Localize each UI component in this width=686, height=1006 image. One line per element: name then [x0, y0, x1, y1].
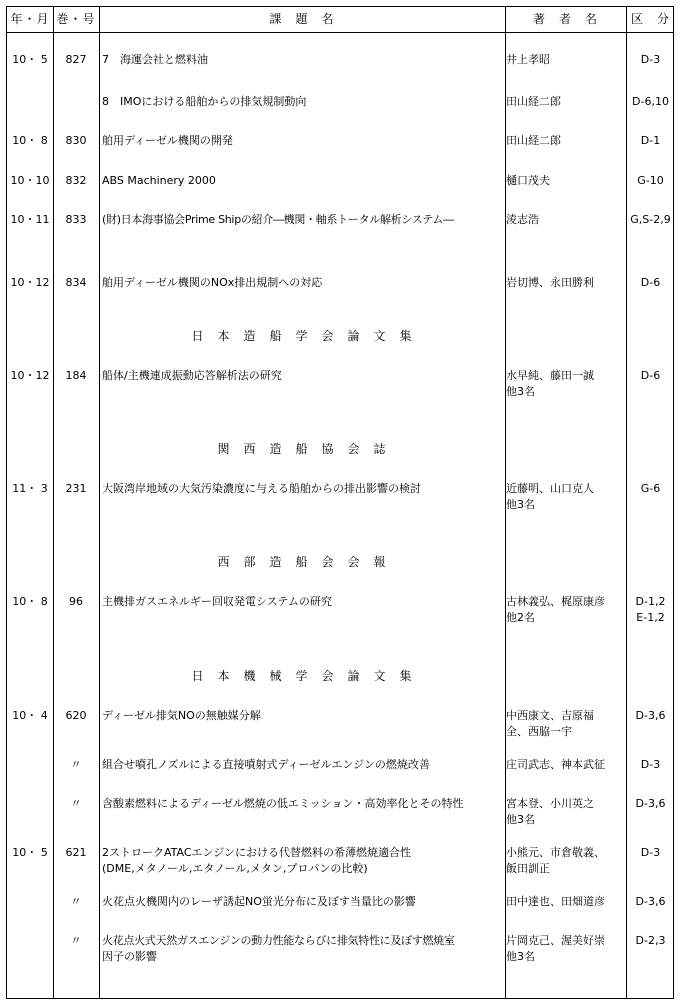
row-division-cont: E-1,2	[636, 611, 665, 624]
row-volume: 231	[65, 482, 87, 495]
section-heading: 関 西 造 船 協 会 誌	[217, 442, 387, 456]
row-title: 舶用ディーゼル機関のNOx排出規制への対応	[102, 276, 323, 289]
row-title: 船体/主機連成振動応答解析法の研究	[102, 369, 282, 382]
section-heading: 日 本 機 械 学 会 論 文 集	[191, 669, 413, 683]
row-division: D-6,10	[632, 95, 669, 108]
row-volume: 621	[65, 846, 87, 859]
header-divider	[7, 32, 673, 33]
header-date: 年・月	[10, 12, 50, 26]
row-division: D-1,2	[635, 595, 666, 608]
row-title: 火花点火式天然ガスエンジンの動力性能ならびに排気特性に及ぼす燃焼室	[102, 934, 455, 947]
row-author-cont: 他2名	[506, 611, 535, 624]
row-author-cont: 他3名	[506, 385, 535, 398]
row-date: 10・12	[10, 369, 50, 382]
row-date: 10・ 5	[12, 53, 48, 66]
row-volume-ditto: 〃	[70, 895, 82, 908]
row-author: 田山経二郎	[506, 134, 561, 147]
publication-table	[6, 6, 674, 999]
row-title-cont: (DME,メタノール,エタノール,メタン,プロパンの比較)	[102, 862, 368, 875]
row-title: ディーゼル排気NOの無触媒分解	[102, 709, 261, 722]
row-author: 小熊元、市倉敬義、	[506, 846, 605, 859]
header-title: 課 題 名	[269, 12, 335, 26]
row-author: 片岡克己、渥美好崇	[506, 934, 605, 947]
row-author: 岩切博、永田勝利	[506, 276, 594, 289]
row-title: 8 IMOにおける船舶からの排気規制動向	[102, 95, 307, 108]
row-division: D-3,6	[635, 895, 666, 908]
row-date: 10・ 4	[12, 709, 48, 722]
row-title: 舶用ディーゼル機関の開発	[102, 134, 233, 147]
row-date: 11・ 3	[12, 482, 48, 495]
row-author: 井上孝昭	[506, 53, 550, 66]
row-author: 庄司武志、神本武征	[506, 758, 605, 771]
row-volume: 96	[69, 595, 83, 608]
row-author: 古林義弘、梶原康彦	[506, 595, 605, 608]
row-author: 田中達也、田畑道彦	[506, 895, 605, 908]
row-author: 淩志浩	[506, 213, 539, 226]
row-division: D-3	[640, 53, 661, 66]
row-author-cont: 飯田訓正	[506, 862, 550, 875]
row-division: D-3	[640, 846, 661, 859]
row-volume: 830	[65, 134, 87, 147]
row-division: D-2,3	[635, 934, 666, 947]
row-volume: 834	[65, 276, 87, 289]
row-date: 10・10	[10, 174, 50, 187]
row-title-cont: 因子の影響	[102, 950, 157, 963]
section-heading: 日 本 造 船 学 会 論 文 集	[191, 329, 413, 343]
row-volume: 620	[65, 709, 87, 722]
row-author: 中西康文、吉原福	[506, 709, 594, 722]
row-author-cont: 他3名	[506, 950, 535, 963]
row-volume: 827	[65, 53, 87, 66]
row-division: G-6	[640, 482, 661, 495]
row-date: 10・11	[10, 213, 50, 226]
row-author: 宮本登、小川英之	[506, 797, 594, 810]
row-date: 10・ 5	[12, 846, 48, 859]
row-title: 主機排ガスエネルギー回収発電システムの研究	[102, 595, 332, 608]
header-author: 著 者 名	[532, 12, 598, 26]
header-division: 区 分	[630, 12, 670, 26]
row-division: D-1	[640, 134, 661, 147]
row-division: D-3,6	[635, 709, 666, 722]
row-author-cont: 他3名	[506, 813, 535, 826]
row-author: 樋口茂夫	[506, 174, 550, 187]
column-divider	[99, 7, 100, 998]
row-date: 10・12	[10, 276, 50, 289]
section-heading: 西 部 造 船 会 会 報	[217, 555, 387, 569]
row-division: G-10	[637, 174, 664, 187]
row-author: 水早純、藤田一誠	[506, 369, 594, 382]
row-title: 7 海運会社と燃料油	[102, 53, 208, 66]
row-date: 10・ 8	[12, 595, 48, 608]
row-author: 近藤明、山口克人	[506, 482, 594, 495]
row-division: D-3	[640, 758, 661, 771]
row-title: 組合せ噴孔ノズルによる直接噴射式ディーゼルエンジンの燃焼改善	[102, 758, 430, 771]
row-title: (財)日本海事協会Prime Shipの紹介―機関・軸系トータル解析システム―	[102, 213, 454, 226]
row-division: D-3,6	[635, 797, 666, 810]
row-volume-ditto: 〃	[70, 758, 82, 771]
row-title: ABS Machinery 2000	[102, 174, 216, 187]
row-volume: 184	[65, 369, 87, 382]
row-author-cont: 全、西脇一宇	[506, 725, 572, 738]
row-volume: 832	[65, 174, 87, 187]
row-title: 火花点火機関内のレーザ誘起NO蛍光分布に及ぼす当量比の影響	[102, 895, 416, 908]
row-title: 2ストロークATACエンジンにおける代替燃料の希薄燃焼適合性	[102, 846, 411, 859]
row-title: 含酸素燃料によるディーゼル燃焼の低エミッション・高効率化とその特性	[102, 797, 464, 810]
row-author-cont: 他3名	[506, 498, 535, 511]
row-division: G,S-2,9	[630, 213, 671, 226]
row-division: D-6	[640, 369, 661, 382]
row-author: 田山経二郎	[506, 95, 561, 108]
row-title: 大阪湾岸地域の大気汚染濃度に与える船舶からの排出影響の検討	[102, 482, 421, 495]
row-volume: 833	[65, 213, 87, 226]
row-volume-ditto: 〃	[70, 934, 82, 947]
row-division: D-6	[640, 276, 661, 289]
header-volume: 巻・号	[56, 12, 96, 26]
row-date: 10・ 8	[12, 134, 48, 147]
row-volume-ditto: 〃	[70, 797, 82, 810]
